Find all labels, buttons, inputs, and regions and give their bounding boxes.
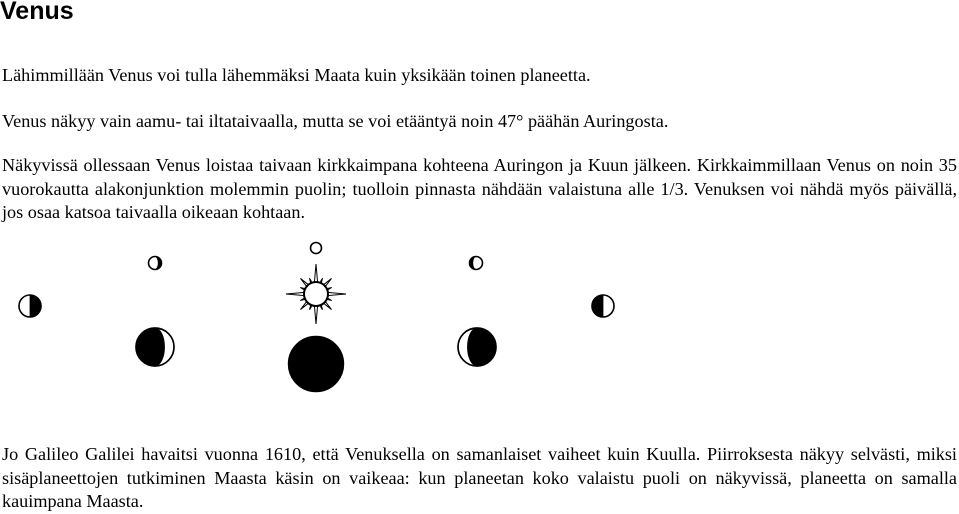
sun-icon: [286, 264, 346, 324]
paragraph-closest-approach: Lähimmillään Venus voi tulla lähemmäksi Maata kuin yksikään toinen planeetta.: [2, 65, 591, 85]
page-title: Venus: [0, 0, 74, 25]
venus-phase-quarter-right: [592, 295, 614, 317]
venus-phases-figure: [0, 235, 959, 435]
venus-phase-crescent-left-lower: [136, 328, 174, 366]
paragraph-galileo: Jo Galileo Galilei havaitsi vuonna 1610, että Venuksella on samanlaiset vaiheet kuin Kuulla. Piirroksesta näkyy selvästi, miksi sisäplaneettojen tutkiminen Maasta käsin on vaikeaa: kun planeetan koko valaistu puoli on näkyvissä, planeetta on samalla kauimpana Maasta.: [2, 444, 957, 511]
venus-phase-gibbous-left-upper: [149, 257, 162, 270]
venus-phase-gibbous-right-upper: [470, 257, 483, 270]
venus-phase-new-bottom: [289, 337, 343, 391]
venus-phase-crescent-right-lower: [458, 328, 496, 366]
paragraph-elongation: Venus näkyy vain aamu- tai iltataivaalla, mutta se voi etääntyä noin 47° päähän Auringosta.: [2, 111, 669, 131]
paragraph-brightness: Näkyvissä ollessaan Venus loistaa taivaan kirkkaimpana kohteena Auringon ja Kuun jälkeen. Kirkkaimmillaan Venus on noin 35 vuorokautta alakonjunktion molemmin puolin; tuolloin pinnasta nähdään valaistuna alle 1/3. Venuksen voi nähdä myös päivällä, jos osaa katsoa taivaalla oikeaan kohtaan.: [2, 155, 957, 222]
sun-disc: [304, 282, 328, 306]
venus-phase-full-top: [311, 243, 322, 254]
venus-phase-quarter-left: [19, 295, 41, 317]
